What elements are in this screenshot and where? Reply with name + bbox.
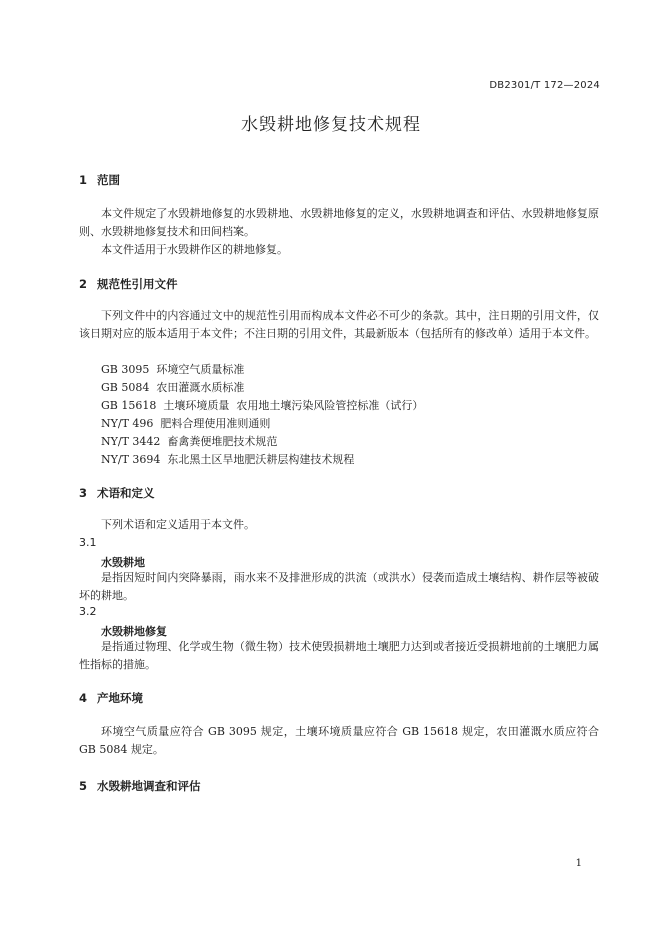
paragraph: 本文件规定了水毁耕地修复的水毁耕地、水毁耕地修复的定义，水毁耕地调查和评估、水毁耕地修复原则、水毁耕地修复技术和田间档案。 xyxy=(79,207,599,238)
reference-item: NY/T 496 肥料合理使用准则通则 xyxy=(101,417,271,430)
term-definition: 是指因短时间内突降暴雨，雨水来不及排泄形成的洪流（或洪水）侵袭而造成土壤结构、耕作层等被破坏的耕地。 xyxy=(79,571,599,602)
reference-item: GB 15618 土壤环境质量 农用地土壤污染风险管控标准（试行） xyxy=(101,399,424,412)
section-title: 水毁耕地调查和评估 xyxy=(97,779,201,793)
reference-item: GB 3095 环境空气质量标准 xyxy=(101,363,245,376)
section-heading-3 xyxy=(79,485,155,501)
reference-item: NY/T 3694 东北黑土区旱地肥沃耕层构建技术规程 xyxy=(101,453,355,466)
term-name: 水毁耕地修复 xyxy=(101,625,167,638)
section-heading-2 xyxy=(79,276,178,292)
page-number: 1 xyxy=(575,858,582,869)
section-title: 范围 xyxy=(97,173,120,187)
paragraph: 本文件适用于水毁耕作区的耕地修复。 xyxy=(101,243,288,256)
section-heading-1 xyxy=(79,172,120,188)
paragraph: 环境空气质量应符合 GB 3095 规定，土壤环境质量应符合 GB 15618 规定，农田灌溉水质应符合 GB 5084 规定。 xyxy=(79,725,599,756)
paragraph: 下列文件中的内容通过文中的规范性引用而构成本文件必不可少的条款。其中，注日期的引用文件，仅该日期对应的版本适用于本文件；不注日期的引用文件，其最新版本（包括所有的修改单）适用于本文件。 xyxy=(79,309,599,340)
term-number: 3.2 xyxy=(79,605,97,618)
section-number: 3 xyxy=(79,486,88,500)
term-definition: 是指通过物理、化学或生物（微生物）技术使毁损耕地土壤肥力达到或者接近受损耕地前的土壤肥力属性指标的措施。 xyxy=(79,640,599,671)
section-heading-4 xyxy=(79,690,143,706)
section-number: 1 xyxy=(79,173,88,187)
section-title: 术语和定义 xyxy=(97,486,155,500)
paragraph: 下列术语和定义适用于本文件。 xyxy=(101,518,255,531)
section-heading-5 xyxy=(79,778,201,794)
standard-code: DB2301/T 172—2024 xyxy=(489,80,600,91)
reference-item: NY/T 3442 畜禽粪便堆肥技术规范 xyxy=(101,435,278,448)
section-number: 4 xyxy=(79,691,88,705)
section-title: 规范性引用文件 xyxy=(97,277,178,291)
term-name: 水毁耕地 xyxy=(101,556,145,569)
section-title: 产地环境 xyxy=(97,691,143,705)
section-number: 2 xyxy=(79,277,88,291)
document-title: 水毁耕地修复技术规程 xyxy=(241,115,421,135)
reference-item: GB 5084 农田灌溉水质标准 xyxy=(101,381,245,394)
term-number: 3.1 xyxy=(79,536,97,549)
section-number: 5 xyxy=(79,779,88,793)
